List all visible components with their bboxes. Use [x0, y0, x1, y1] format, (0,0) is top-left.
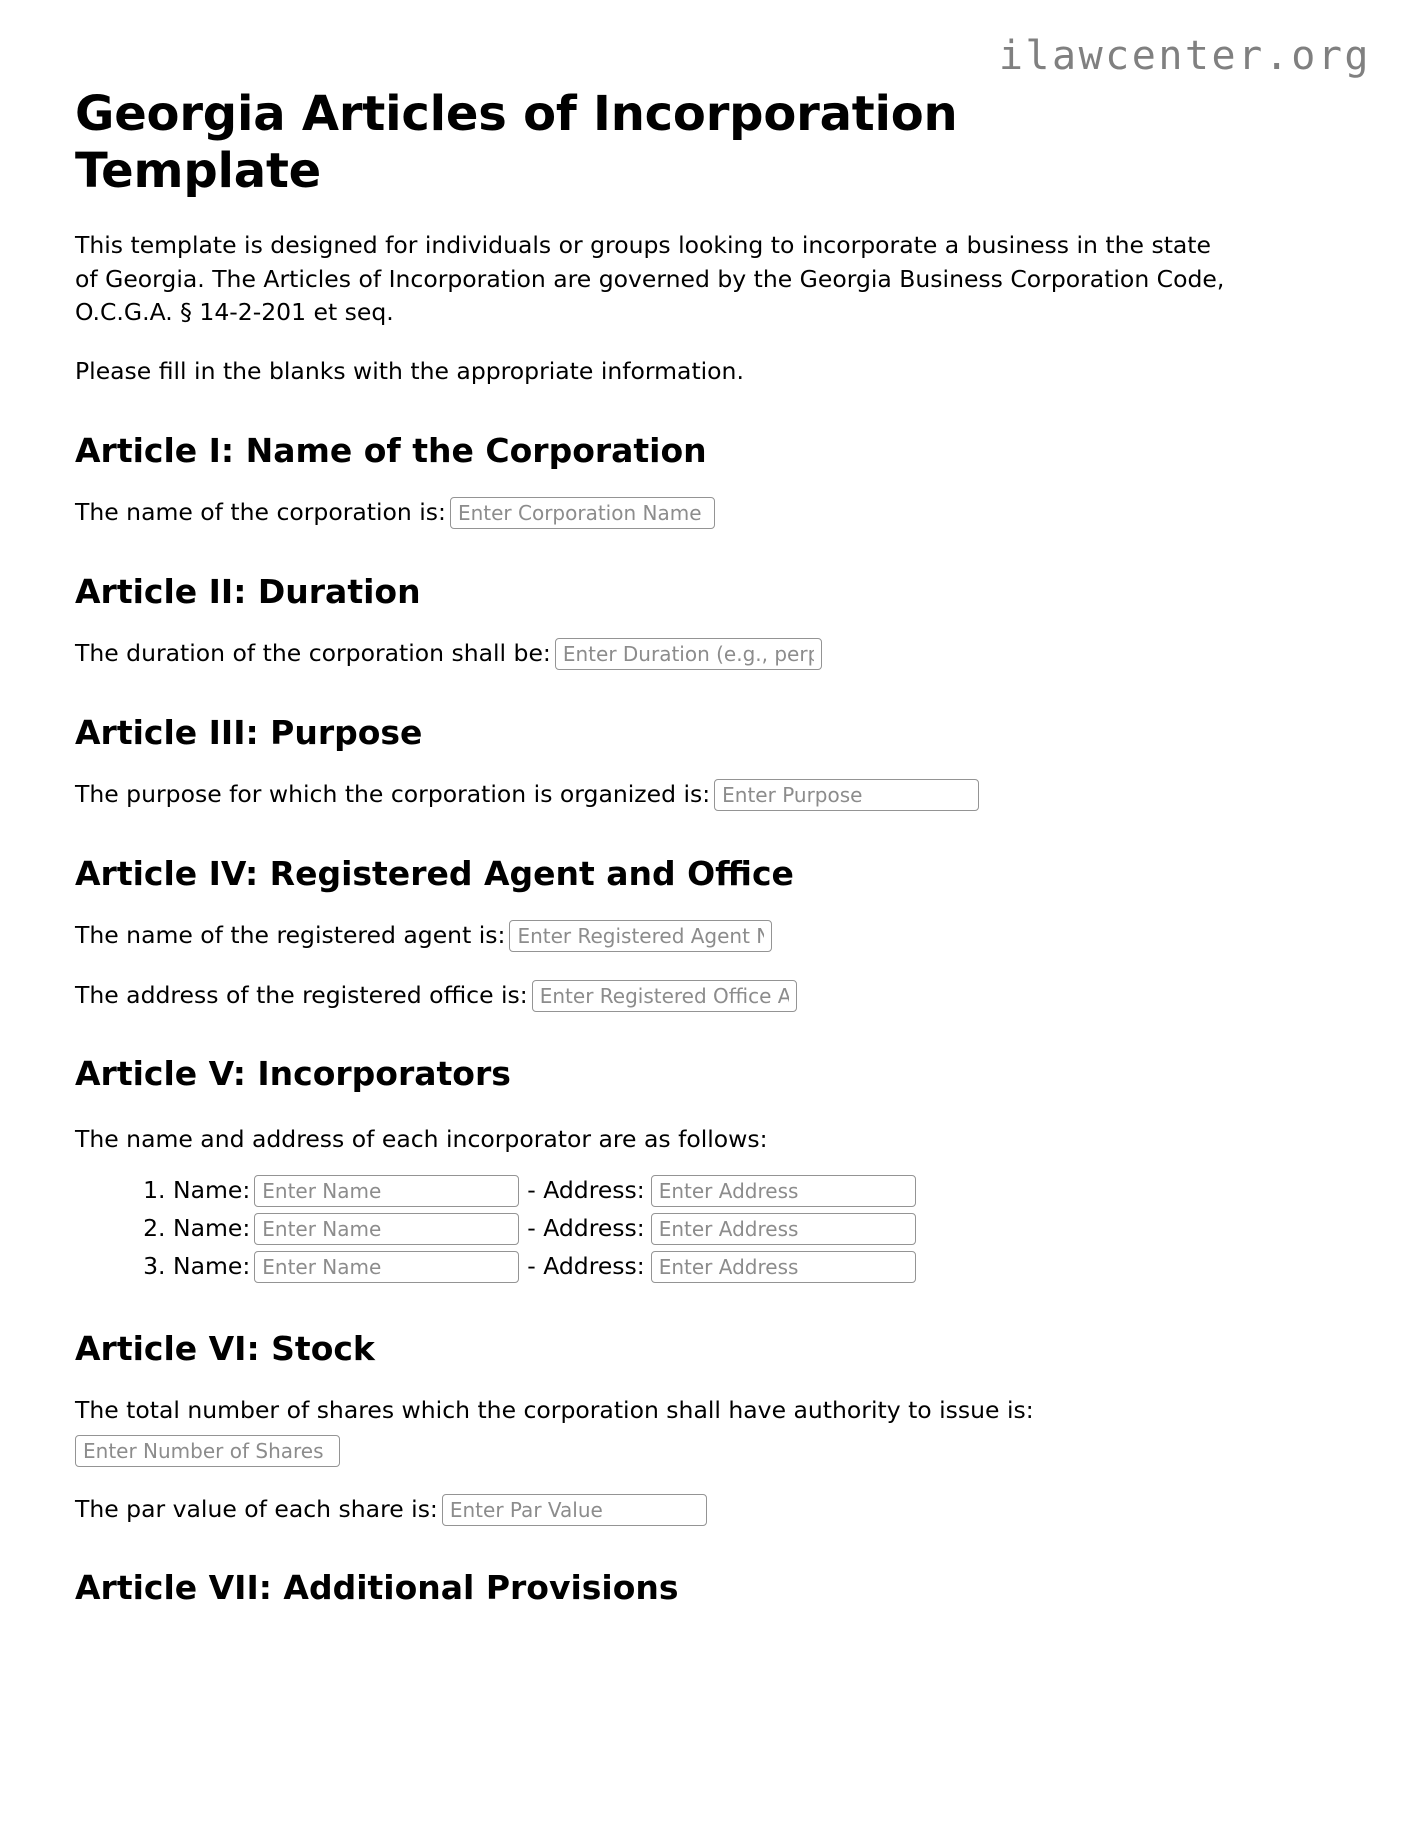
registered-agent-label: The name of the registered agent is:: [75, 921, 506, 950]
duration-input[interactable]: [555, 638, 822, 670]
corporation-name-label: The name of the corporation is:: [75, 498, 446, 527]
incorporator-name-label-3: Name:: [173, 1251, 251, 1280]
par-value-input[interactable]: [442, 1494, 707, 1526]
incorporator-address-label-2: - Address:: [527, 1213, 645, 1242]
registered-agent-input[interactable]: [509, 920, 772, 952]
incorporator-address-label-1: - Address:: [527, 1175, 645, 1204]
intro-instruction: Please fill in the blanks with the appropriate information.: [75, 357, 744, 386]
corporation-name-input[interactable]: [450, 497, 715, 529]
article-iii-heading: Article III: Purpose: [75, 712, 423, 752]
incorporator-address-input-2[interactable]: [651, 1213, 916, 1245]
shares-label: The total number of shares which the corporation shall have authority to issue is:: [75, 1396, 1034, 1425]
list-item: [173, 1173, 1336, 1209]
registered-office-input[interactable]: [532, 980, 797, 1012]
purpose-label: The purpose for which the corporation is organized is:: [75, 780, 711, 809]
article-v-heading: Article V: Incorporators: [75, 1053, 511, 1093]
article-vi-heading: Article VI: Stock: [75, 1328, 375, 1368]
par-value-label: The par value of each share is:: [75, 1495, 438, 1524]
incorporator-name-input-2[interactable]: [254, 1213, 519, 1245]
site-watermark: ilawcenter.org: [998, 33, 1371, 79]
bottom-spacer: [75, 1608, 1336, 1718]
registered-office-field-row: [75, 953, 1336, 1012]
list-item: [173, 1211, 1336, 1247]
incorporator-address-input-1[interactable]: [651, 1175, 916, 1207]
incorporators-intro: The name and address of each incorporator are as follows:: [75, 1125, 768, 1154]
article-i-heading: Article I: Name of the Corporation: [75, 430, 707, 470]
article-ii-heading: Article II: Duration: [75, 571, 421, 611]
shares-input-wrap: [75, 1428, 1336, 1467]
article-iii-field-row: [75, 752, 1336, 811]
article-iv-heading: Article IV: Registered Agent and Office: [75, 853, 794, 893]
incorporator-address-input-3[interactable]: [651, 1251, 916, 1283]
incorporator-name-input-3[interactable]: [254, 1251, 519, 1283]
incorporator-name-label-2: Name:: [173, 1213, 251, 1242]
incorporator-name-label-1: Name:: [173, 1175, 251, 1204]
incorporator-address-label-3: - Address:: [527, 1251, 645, 1280]
shares-field-row: [75, 1368, 1336, 1467]
incorporator-name-input-1[interactable]: [254, 1175, 519, 1207]
article-vii-heading: Article VII: Additional Provisions: [75, 1568, 679, 1608]
par-value-field-row: [75, 1467, 1336, 1526]
purpose-input[interactable]: [714, 779, 979, 811]
registered-agent-field-row: [75, 893, 1336, 952]
shares-input[interactable]: [75, 1435, 340, 1467]
page-title: Georgia Articles of Incorporation Template: [75, 86, 958, 199]
article-i-field-row: [75, 470, 1336, 529]
list-item: [173, 1249, 1336, 1285]
article-ii-field-row: [75, 611, 1336, 670]
duration-label: The duration of the corporation shall be:: [75, 639, 551, 668]
incorporators-list: [75, 1157, 1336, 1285]
registered-office-label: The address of the registered office is:: [75, 980, 528, 1009]
intro-paragraph: This template is designed for individuals or groups looking to incorporate a business in the state of Georgia. The Articles of Incorporation are governed by the Georgia Business Corporation Code, O.C.G.A. § 14-2-201 et seq.: [75, 231, 1225, 326]
